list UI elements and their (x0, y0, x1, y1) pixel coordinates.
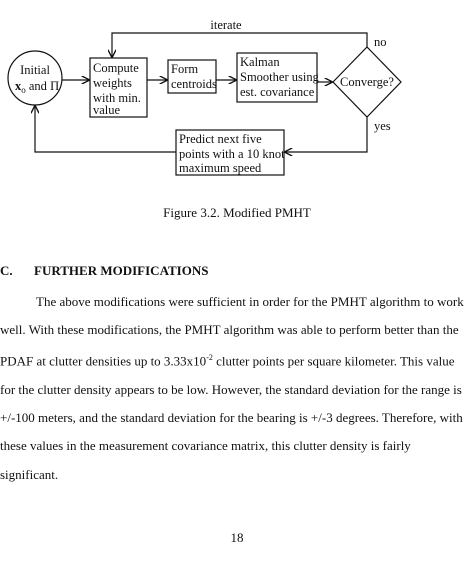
compute-line-1: Compute (93, 61, 139, 75)
figure-caption: Figure 3.2. Modified PMHT (163, 205, 311, 220)
initial-node (8, 51, 62, 105)
body-line-2: well. With these modifications, the PMHT algorithm was able to perform better than the (0, 322, 459, 338)
section-heading (0, 263, 208, 279)
compute-weights-box (90, 58, 147, 117)
body-line-1: The above modifications were sufficient in order for the PMHT algorithm to work (36, 294, 464, 309)
predict-box (176, 130, 285, 175)
yes-label: yes (374, 119, 391, 133)
iterate-label: iterate (210, 18, 242, 32)
body-line-7: significant. (0, 466, 59, 482)
body-paragraph (0, 288, 474, 489)
initial-label: Initial (20, 63, 50, 77)
form-centroids-box (168, 60, 217, 93)
converge-decision (333, 47, 401, 117)
compute-line-3: with min. (93, 91, 141, 105)
page-number: 18 (230, 530, 244, 545)
form-line-1: Form (171, 62, 199, 76)
section-letter: C. (0, 263, 13, 278)
compute-line-2: weights (93, 76, 132, 90)
kalman-line-1: Kalman (240, 55, 280, 69)
body-line-4: for the clutter density appears to be low. However, the standard deviation for the range is (0, 381, 462, 397)
kalman-line-3: est. covariance (240, 85, 315, 99)
predict-line-1: Predict next five (179, 132, 262, 146)
body-line-3: PDAF at clutter densities up to $3.33x10^{-2}$ clutter points per square kilometer. This value (0, 353, 455, 369)
body-line-6: these values in the measurement covariance matrix, this clutter density is fairly (0, 438, 411, 454)
compute-line-4: value (93, 103, 121, 117)
form-line-2: centroids (171, 77, 217, 91)
kalman-smoother-box (237, 53, 320, 102)
arrow-yes-to-predict (285, 117, 367, 152)
converge-label: Converge? (340, 75, 394, 89)
no-label: no (374, 35, 387, 49)
section-title: FURTHER MODIFICATIONS (34, 263, 209, 278)
predict-line-2: points with a 10 knot (179, 147, 285, 161)
initial-params: $x_o$ and Π (15, 79, 60, 95)
predict-line-3: maximum speed (179, 161, 262, 175)
flowchart (0, 0, 474, 195)
kalman-line-2: Smoother using (240, 70, 319, 84)
body-line-5: +/-100 meters, and the standard deviation for the bearing is +/-3 degrees. Therefore, with (0, 410, 463, 426)
